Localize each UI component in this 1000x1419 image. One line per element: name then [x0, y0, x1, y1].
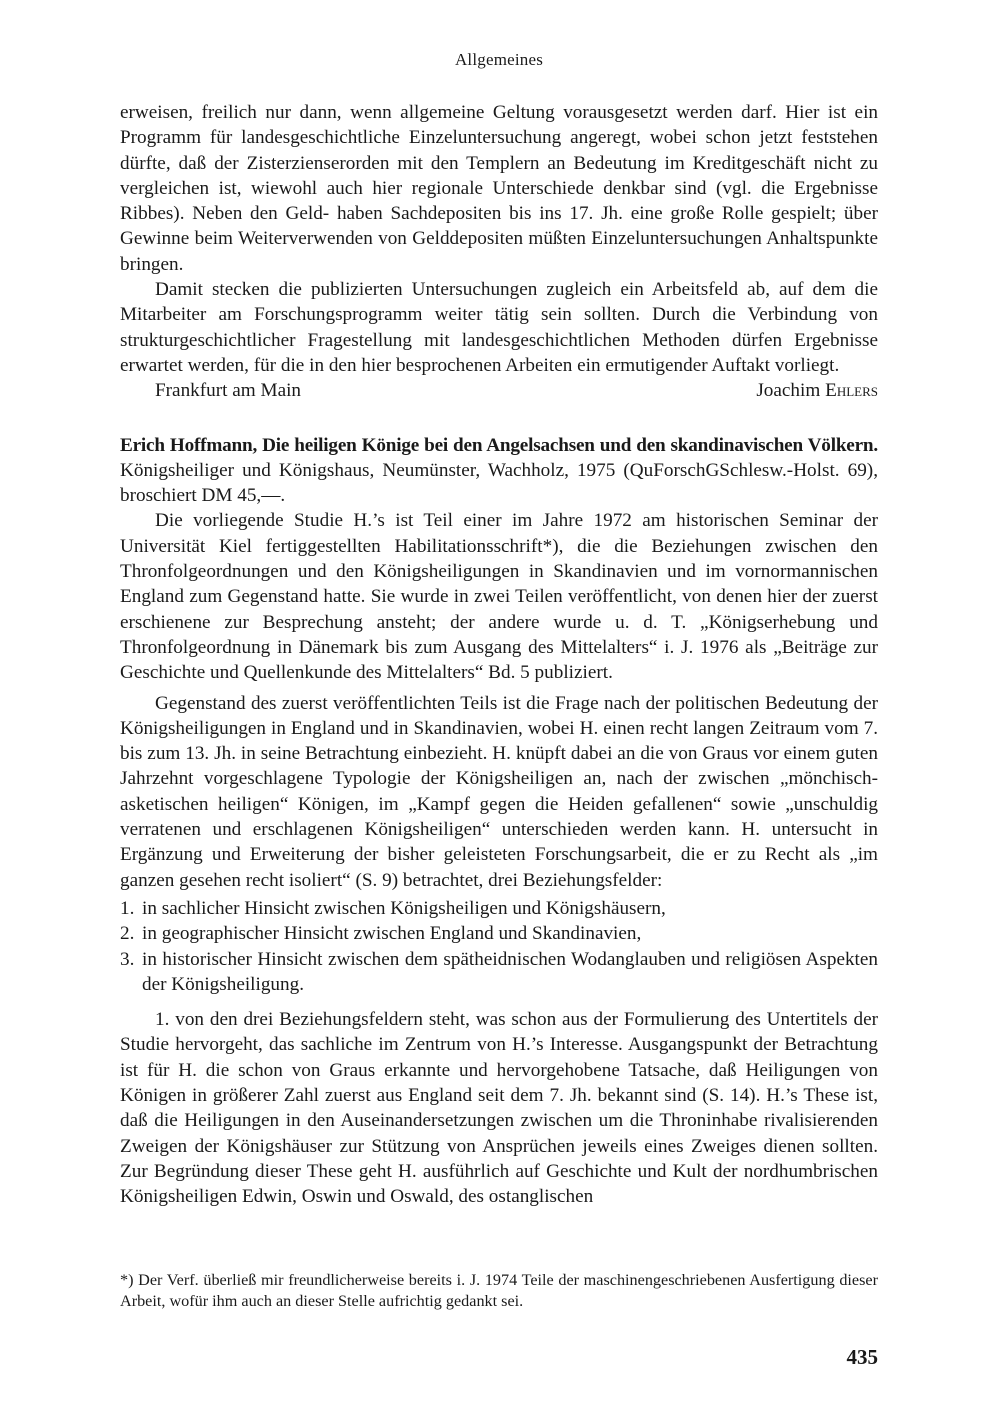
running-head: Allgemeines: [454, 50, 544, 69]
review-title: Erich Hoffmann, Die heiligen Könige bei den Angelsachsen und den skandinavischen Völkern.: [120, 434, 878, 456]
paragraph: Die vorliegende Studie H.’s ist Teil einer im Jahre 1972 am historischen Seminar der Universität Kiel fertiggestellten Habilitationsschrift*), die die Beziehungen zwischen den Thronfolgeordnungen und den Königsheiligungen in Skandinavien und im vornormannischen England zum Gegenstand hatte. Sie wurde in zwei Teilen veröffentlicht, von denen hier der zuerst erschienene zur Besprechung ansteht; der andere wurde u. d. T. „Königserhebung und Thronfolgeordnung in Dänemark bis zum Ausgang des Mittelalters“ i. J. 1976 als „Beiträge zur Geschichte und Quellenkunde des Mittelalters“ Bd. 5 publiziert.: [120, 510, 878, 684]
list-item-text: in sachlicher Hinsicht zwischen Königsheiligen und Königshäusern,: [142, 897, 666, 919]
fields-list: [120, 896, 878, 997]
reviewer-last-name: Ehlers: [825, 380, 878, 402]
reviewer-first-name: Joachim: [756, 380, 821, 402]
footnote: [120, 1270, 878, 1311]
footnote-text: *) Der Verf. überließ mir freundlicherweise bereits i. J. 1974 Teile der maschinengeschriebenen Ausfertigung dieser Arbeit, wofür ihm auch an dieser Stelle aufrichtig gedankt sei.: [120, 1271, 878, 1310]
list-item-number: 3.: [120, 948, 135, 970]
signature-reviewer: [756, 378, 878, 403]
list-item-text: in historischer Hinsicht zwischen dem spätheidnischen Wodanglauben und religiösen Aspekten der Königsheiligung.: [142, 948, 878, 995]
list-item: [120, 947, 878, 998]
review-heading: [120, 433, 878, 509]
list-item-number: 2.: [120, 923, 135, 945]
signature-place: Frankfurt am Main: [155, 380, 302, 402]
page-number: 435: [846, 1345, 878, 1369]
list-item-number: 1.: [120, 897, 135, 919]
signature-row: [120, 378, 878, 403]
paragraph: 1. von den drei Beziehungsfeldern steht, was schon aus der Formulierung des Untertitels der Studie hervorgeht, das sachliche im Zentrum von H.’s Interesse. Ausgangspunkt der Betrachtung ist für H. die schon von Graus erkannte und hervorgehobene Tatsache, daß Heiligungen von Königen in größerer Zahl zuerst aus England seit dem 7. Jh. bekannt sind (S. 14). H.’s These ist, daß die Heiligungen in den Auseinandersetzungen zwischen um die Throninhabe rivalisierenden Zweigen der Königshäuser zur Stützung von Ansprüchen jeweils eines Zweiges dienen sollten. Zur Begründung dieser These geht H. ausführlich auf Geschichte und Kult der nordhumbrischen Königsheiligen Edwin, Oswin und Oswald, des ostanglischen: [120, 1009, 878, 1208]
paragraph: Damit stecken die publizierten Untersuchungen zugleich ein Arbeitsfeld ab, auf dem die Mitarbeiter am Forschungsprogramm weiter tätig sein sollten. Durch die Verbindung von strukturgeschichtlicher Fragestellung mit landesgeschichtlichen Methoden dürfen Ergebnisse erwartet werden, für die in den hier besprochenen Arbeiten ein ermutigender Auftakt vorliegt.: [120, 279, 878, 376]
body-text: [120, 100, 878, 1209]
paragraph: Gegenstand des zuerst veröffentlichten Teils ist die Frage nach der politischen Bedeutung der Königsheiligungen in England und in Skandinavien, wobei H. einen recht langen Zeitraum vom 7. bis zum 13. Jh. in seine Betrachtung einbezieht. H. knüpft dabei an die von Graus vor einem guten Jahrzehnt vorgeschlagene Typologie der Königsheiligen an, nach der zwischen „mönchisch-asketischen heiligen“ Königen, im „Kampf gegen die Heiden gefallenen“ sowie „unschuldig verratenen und erschlagenen Königsheiligen“ unterschieden werden kann. H. untersucht in Ergänzung und Erweiterung der bisher geleisteten Forschungsarbeit, die er zu Recht als „im ganzen gesehen recht isoliert“ (S. 9) betrachtet, drei Beziehungsfelder:: [120, 692, 878, 891]
list-item-text: in geographischer Hinsicht zwischen England und Skandinavien,: [142, 923, 642, 945]
list-item: [120, 896, 878, 921]
list-item: [120, 921, 878, 946]
paragraph-continued: erweisen, freilich nur dann, wenn allgemeine Geltung vorausgesetzt werden darf. Hier ist ein Programm für landesgeschichtliche Einzeluntersuchung angeregt, wobei schon jetzt feststehen dürfte, daß der Zisterzienserorden mit den Templern an Bedeutung im Kreditgeschäft nicht zu vergleichen ist, wiewohl auch hier regionale Unterschiede denkbar sind (vgl. die Ergebnisse Ribbes). Neben den Geld- haben Sachdepositen bis ins 17. Jh. eine große Rolle gespielt; über Gewinne beim Weiterverwenden von Gelddepositen müßten Einzeluntersuchungen Anhaltspunkte bringen.: [120, 102, 878, 275]
review-biblio: Königsheiliger und Königshaus, Neumünster, Wachholz, 1975 (QuForschGSchlesw.-Holst. 69), broschiert DM 45,—.: [120, 459, 878, 507]
